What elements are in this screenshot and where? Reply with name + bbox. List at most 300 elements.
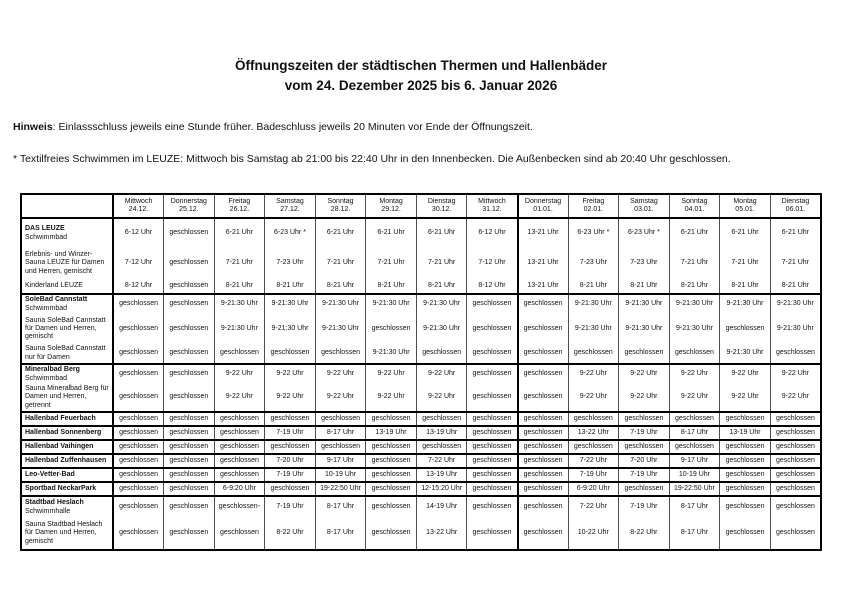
- column-day: Sonntag: [327, 197, 354, 205]
- hours-cell: geschlossen: [467, 294, 518, 314]
- column-header: [265, 194, 316, 218]
- hours-cell: 8-17 Uhr: [669, 496, 720, 518]
- column-header: [568, 194, 619, 218]
- hours-cell: geschlossen: [315, 440, 366, 454]
- facility-row: [21, 294, 821, 314]
- hours-cell: geschlossen: [164, 248, 215, 279]
- hours-cell: 9-21:30 Uhr: [568, 294, 619, 314]
- facility-name: Leo-Vetter-Bad: [25, 470, 75, 478]
- hours-cell: 6-21 Uhr: [416, 218, 467, 248]
- column-header: [467, 194, 518, 218]
- hours-cell: 9-22 Uhr: [416, 384, 467, 412]
- opening-hours-table: [20, 193, 822, 551]
- hours-cell: 9-21:30 Uhr: [214, 294, 265, 314]
- column-header: [366, 194, 417, 218]
- page-title-line2: vom 24. Dezember 2025 bis 6. Januar 2026: [284, 77, 558, 93]
- hours-cell: geschlossen: [366, 468, 417, 482]
- facility-name: Sauna SoleBad Cannstatt nur für Damen: [25, 345, 106, 361]
- hours-cell: geschlossen: [720, 440, 771, 454]
- hours-cell: 9-22 Uhr: [214, 364, 265, 384]
- facility-row: [21, 496, 821, 518]
- column-header: [113, 194, 164, 218]
- hours-cell: 6-23 Uhr *: [568, 218, 619, 248]
- column-day: Freitag: [582, 197, 605, 205]
- facility-label: [21, 248, 113, 279]
- hours-cell: 13-21 Uhr: [518, 279, 569, 294]
- facility-row: [21, 364, 821, 384]
- hours-cell: 7-19 Uhr: [619, 426, 670, 440]
- hours-cell: 19-22:50 Uhr: [669, 482, 720, 496]
- hours-cell: 13-21 Uhr: [518, 218, 569, 248]
- column-date: 28.12.: [330, 206, 351, 213]
- facility-label: [21, 468, 113, 482]
- hours-cell: geschlossen: [619, 412, 670, 426]
- facility-label: [21, 426, 113, 440]
- opening-hours-table-container: [20, 193, 822, 551]
- hours-cell: geschlossen: [770, 454, 821, 468]
- hours-cell: geschlossen: [518, 440, 569, 454]
- hours-cell: 9-22 Uhr: [265, 384, 316, 412]
- hours-cell: 9-17 Uhr: [669, 454, 720, 468]
- hours-cell: 9-22 Uhr: [416, 364, 467, 384]
- column-header: [770, 194, 821, 218]
- facility-label: [21, 218, 113, 248]
- facility-row: [21, 440, 821, 454]
- hours-cell: geschlossen: [214, 468, 265, 482]
- footnote-text: * Textilfreies Schwimmen im LEUZE: Mittwoch bis Samstag ab 21:00 bis 22:40 Uhr in den Innenbecken. Die Außenbecken sind ab 20:40 Uhr geschlossen.: [13, 153, 731, 165]
- hours-cell: geschlossen: [113, 384, 164, 412]
- column-header: [720, 194, 771, 218]
- hours-cell: geschlossen: [164, 454, 215, 468]
- hours-cell: 7-22 Uhr: [568, 496, 619, 518]
- hours-cell: geschlossen: [164, 294, 215, 314]
- hours-cell: 7-19 Uhr: [619, 496, 670, 518]
- hours-cell: 9-22 Uhr: [315, 364, 366, 384]
- facility-row: [21, 218, 821, 248]
- facility-row: [21, 482, 821, 496]
- hours-cell: geschlossen: [770, 426, 821, 440]
- hours-cell: geschlossen: [315, 344, 366, 364]
- hours-cell: geschlossen: [366, 412, 417, 426]
- page-title-line1: Öffnungszeiten der städtischen Thermen und Hallenbäder: [234, 58, 608, 73]
- facility-label: [21, 364, 113, 384]
- hours-cell: 7-20 Uhr: [619, 454, 670, 468]
- hours-cell: geschlossen: [518, 468, 569, 482]
- hours-cell: 6-12 Uhr: [113, 218, 164, 248]
- facility-name: Hallenbad Sonnenberg: [25, 428, 102, 436]
- hours-cell: 6-21 Uhr: [315, 218, 366, 248]
- hours-cell: geschlossen: [164, 496, 215, 518]
- hours-cell: 8-21 Uhr: [770, 279, 821, 294]
- hours-cell: 13-21 Uhr: [518, 248, 569, 279]
- hours-cell: geschlossen: [770, 496, 821, 518]
- column-date: 27.12.: [280, 206, 300, 213]
- hours-cell: geschlossen: [720, 482, 771, 496]
- hours-cell: geschlossen: [265, 440, 316, 454]
- hours-cell: 13-19 Uhr: [366, 426, 417, 440]
- facility-label: [21, 344, 113, 364]
- hours-cell: 12-15:20 Uhr: [416, 482, 467, 496]
- hours-cell: 8-21 Uhr: [619, 279, 670, 294]
- hours-cell: geschlossen: [265, 482, 316, 496]
- hours-cell: 9-21:30 Uhr: [366, 344, 417, 364]
- hours-cell: 6-23 Uhr *: [265, 218, 316, 248]
- column-day: Montag: [379, 197, 403, 205]
- hours-cell: geschlossen: [113, 468, 164, 482]
- hours-cell: 7-21 Uhr: [214, 248, 265, 279]
- column-date: 24.12.: [128, 206, 149, 213]
- column-date: 26.12.: [229, 206, 250, 213]
- facility-name: Sauna Mineralbad Berg für Damen und Herren, getrennt: [25, 385, 109, 409]
- facility-subname: Schwimmbad: [25, 233, 68, 241]
- column-date: 30.12.: [431, 206, 452, 213]
- hours-cell: 7-22 Uhr: [568, 454, 619, 468]
- hours-cell: geschlossen: [164, 426, 215, 440]
- hours-cell: 8-22 Uhr: [619, 518, 670, 550]
- hours-cell: 9-21:30 Uhr: [720, 294, 771, 314]
- hours-cell: geschlossen: [113, 364, 164, 384]
- hours-cell: geschlossen: [467, 518, 518, 550]
- hours-cell: 9-22 Uhr: [315, 384, 366, 412]
- hours-cell: geschlossen: [518, 454, 569, 468]
- hours-cell: 8-17 Uhr: [315, 426, 366, 440]
- hours-cell: geschlossen: [164, 364, 215, 384]
- hours-cell: 9-21:30 Uhr: [315, 314, 366, 344]
- hours-cell: 6-21 Uhr: [770, 218, 821, 248]
- hours-cell: 13-19 Uhr: [416, 468, 467, 482]
- column-day: Dienstag: [781, 197, 810, 205]
- column-day: Montag: [733, 197, 757, 205]
- hours-cell: geschlossen: [214, 440, 265, 454]
- hours-cell: 8-17 Uhr: [315, 496, 366, 518]
- hours-cell: geschlossen: [467, 482, 518, 496]
- hours-cell: 9-22 Uhr: [265, 364, 316, 384]
- hours-cell: 7-21 Uhr: [720, 248, 771, 279]
- table-header-row: [21, 194, 821, 218]
- facility-name: Sauna SoleBad Cannstatt für Damen und Herren, gemischt: [25, 316, 106, 341]
- hours-cell: 9-21:30 Uhr: [568, 314, 619, 344]
- facility-row: [21, 384, 821, 412]
- hours-cell: geschlossen: [366, 314, 417, 344]
- hours-cell: 19-22:50 Uhr: [315, 482, 366, 496]
- hours-cell: geschlossen: [619, 482, 670, 496]
- facility-row: [21, 426, 821, 440]
- hours-cell: geschlossen: [265, 412, 316, 426]
- facility-label: [21, 294, 113, 314]
- hours-cell: 9-22 Uhr: [619, 364, 670, 384]
- hours-cell: geschlossen: [518, 314, 569, 344]
- hours-cell: geschlossen: [568, 344, 619, 364]
- column-header: [669, 194, 720, 218]
- column-header: [416, 194, 467, 218]
- hours-cell: geschlossen: [568, 412, 619, 426]
- hours-cell: geschlossen: [164, 412, 215, 426]
- hours-cell: 14-19 Uhr: [416, 496, 467, 518]
- hours-cell: geschlossen: [518, 412, 569, 426]
- hours-cell: 7-21 Uhr: [416, 248, 467, 279]
- column-day: Mittwoch: [478, 197, 506, 205]
- notice-body: : Einlassschluss jeweils eine Stunde früher. Badeschluss jeweils 20 Minuten vor Ende der Öffnungszeit.: [52, 121, 533, 133]
- hours-cell: geschlossen: [467, 496, 518, 518]
- hours-cell: geschlossen: [619, 440, 670, 454]
- hours-cell: 7-22 Uhr: [416, 454, 467, 468]
- column-header: [315, 194, 366, 218]
- page-title: [0, 56, 842, 95]
- hours-cell: 7-21 Uhr: [315, 248, 366, 279]
- hours-cell: 7-19 Uhr: [265, 496, 316, 518]
- facility-name: Stadtbad Heslach: [25, 499, 84, 507]
- hours-cell: geschlossen: [164, 468, 215, 482]
- hours-cell: 7-19 Uhr: [619, 468, 670, 482]
- hours-cell: 9-22 Uhr: [366, 384, 417, 412]
- column-day: Mittwoch: [124, 197, 153, 205]
- hours-cell: geschlossen: [518, 518, 569, 550]
- hours-cell: 13-22 Uhr: [416, 518, 467, 550]
- notice-text: [13, 121, 829, 133]
- hours-cell: 6-21 Uhr: [214, 218, 265, 248]
- hours-cell: geschlossen: [214, 344, 265, 364]
- hours-cell: 9-21:30 Uhr: [770, 294, 821, 314]
- hours-cell: geschlossen: [467, 412, 518, 426]
- facility-name: Mineralbad Berg: [25, 366, 80, 374]
- hours-cell: 6-9:20 Uhr: [568, 482, 619, 496]
- hours-cell: geschlossen: [770, 482, 821, 496]
- column-header: [518, 194, 569, 218]
- hours-cell: 13-19 Uhr: [720, 426, 771, 440]
- hours-cell: geschlossen: [416, 440, 467, 454]
- hours-cell: geschlossen: [770, 518, 821, 550]
- hours-cell: 7-19 Uhr: [568, 468, 619, 482]
- hours-cell: geschlossen: [669, 440, 720, 454]
- hours-cell: geschlossen: [720, 412, 771, 426]
- facility-row: [21, 314, 821, 344]
- hours-cell: geschlossen: [720, 496, 771, 518]
- hours-cell: 8-21 Uhr: [366, 279, 417, 294]
- hours-cell: 9-21:30 Uhr: [619, 294, 670, 314]
- hours-cell: 9-21:30 Uhr: [366, 294, 417, 314]
- facility-row: [21, 518, 821, 550]
- hours-cell: 10-19 Uhr: [669, 468, 720, 482]
- hours-cell: 8-21 Uhr: [720, 279, 771, 294]
- hours-cell: geschlossen: [619, 344, 670, 364]
- facility-name: DAS LEUZE: [25, 225, 65, 233]
- column-day: Sonntag: [681, 197, 708, 205]
- hours-cell: geschlossen: [164, 314, 215, 344]
- hours-cell: 9-22 Uhr: [720, 364, 771, 384]
- hours-cell: geschlossen: [467, 314, 518, 344]
- hours-cell: geschlossen: [518, 364, 569, 384]
- hours-cell: 8-12 Uhr: [467, 279, 518, 294]
- hours-cell: geschlossen: [164, 482, 215, 496]
- hours-cell: geschlossen: [518, 384, 569, 412]
- hours-cell: 8-21 Uhr: [315, 279, 366, 294]
- hours-cell: 7-23 Uhr: [619, 248, 670, 279]
- hours-cell: geschlossen: [568, 440, 619, 454]
- facility-name: Hallenbad Vaihingen: [25, 442, 94, 450]
- column-header: [214, 194, 265, 218]
- hours-cell: 9-21:30 Uhr: [265, 314, 316, 344]
- column-date: 29.12.: [381, 206, 401, 213]
- hours-cell: geschlossen: [518, 496, 569, 518]
- column-day: Dienstag: [427, 197, 456, 205]
- hours-cell: 7-19 Uhr: [265, 468, 316, 482]
- hours-cell: 9-22 Uhr: [720, 384, 771, 412]
- facility-label: [21, 314, 113, 344]
- column-date: 06.01.: [785, 206, 806, 213]
- hours-cell: geschlossen-: [214, 496, 265, 518]
- hours-cell: 9-22 Uhr: [669, 364, 720, 384]
- facility-label: [21, 518, 113, 550]
- facility-subname: Schwimmhalle: [25, 507, 71, 515]
- hours-cell: geschlossen: [467, 344, 518, 364]
- hours-cell: geschlossen: [770, 440, 821, 454]
- hours-cell: geschlossen: [113, 426, 164, 440]
- hours-cell: geschlossen: [113, 440, 164, 454]
- hours-cell: 9-22 Uhr: [568, 364, 619, 384]
- hours-cell: geschlossen: [113, 314, 164, 344]
- hours-cell: geschlossen: [467, 440, 518, 454]
- column-date: 05.01.: [735, 206, 755, 213]
- facility-row: [21, 279, 821, 294]
- hours-cell: 9-21:30 Uhr: [315, 294, 366, 314]
- hours-cell: geschlossen: [214, 412, 265, 426]
- hours-cell: geschlossen: [669, 412, 720, 426]
- hours-cell: 8-17 Uhr: [315, 518, 366, 550]
- hours-cell: 6-21 Uhr: [669, 218, 720, 248]
- hours-cell: 6-21 Uhr: [366, 218, 417, 248]
- hours-cell: 8-12 Uhr: [113, 279, 164, 294]
- hours-cell: geschlossen: [265, 344, 316, 364]
- hours-cell: 9-21:30 Uhr: [214, 314, 265, 344]
- hours-cell: 8-21 Uhr: [214, 279, 265, 294]
- column-day: Freitag: [228, 197, 251, 205]
- hours-cell: geschlossen: [720, 454, 771, 468]
- facility-name: Kinderland LEUZE: [25, 281, 83, 289]
- column-day: Donnerstag: [170, 197, 207, 205]
- hours-cell: 7-19 Uhr: [265, 426, 316, 440]
- hours-cell: geschlossen: [113, 412, 164, 426]
- hours-cell: geschlossen: [669, 344, 720, 364]
- hours-cell: geschlossen: [366, 518, 417, 550]
- hours-cell: 9-22 Uhr: [770, 384, 821, 412]
- hours-cell: 9-22 Uhr: [619, 384, 670, 412]
- hours-cell: geschlossen: [467, 364, 518, 384]
- hours-cell: 6-23 Uhr *: [619, 218, 670, 248]
- hours-cell: geschlossen: [164, 440, 215, 454]
- hours-cell: geschlossen: [518, 344, 569, 364]
- hours-cell: 7-20 Uhr: [265, 454, 316, 468]
- facility-name: Sportbad NeckarPark: [25, 484, 97, 492]
- hours-cell: geschlossen: [214, 426, 265, 440]
- column-header: [164, 194, 215, 218]
- hours-cell: 9-22 Uhr: [214, 384, 265, 412]
- hours-cell: 8-21 Uhr: [265, 279, 316, 294]
- hours-cell: geschlossen: [720, 518, 771, 550]
- hours-cell: 7-23 Uhr: [568, 248, 619, 279]
- hours-cell: geschlossen: [518, 426, 569, 440]
- hours-cell: geschlossen: [467, 454, 518, 468]
- hours-cell: geschlossen: [113, 518, 164, 550]
- facility-row: [21, 412, 821, 426]
- hours-cell: 8-17 Uhr: [669, 426, 720, 440]
- hours-cell: 9-17 Uhr: [315, 454, 366, 468]
- facility-label: [21, 454, 113, 468]
- hours-cell: 9-22 Uhr: [568, 384, 619, 412]
- hours-cell: 7-21 Uhr: [770, 248, 821, 279]
- hours-cell: 9-21:30 Uhr: [669, 294, 720, 314]
- facility-label: [21, 279, 113, 294]
- hours-cell: geschlossen: [113, 454, 164, 468]
- hours-cell: 7-23 Uhr: [265, 248, 316, 279]
- facility-label: [21, 440, 113, 454]
- hours-cell: geschlossen: [366, 496, 417, 518]
- hours-cell: geschlossen: [366, 482, 417, 496]
- hours-cell: 10-19 Uhr: [315, 468, 366, 482]
- hours-cell: 7-12 Uhr: [113, 248, 164, 279]
- column-day: Samstag: [276, 197, 304, 205]
- hours-cell: 7-21 Uhr: [669, 248, 720, 279]
- hours-cell: geschlossen: [366, 454, 417, 468]
- facility-label: [21, 496, 113, 518]
- hours-cell: geschlossen: [770, 344, 821, 364]
- hours-cell: geschlossen: [467, 384, 518, 412]
- hours-cell: 8-21 Uhr: [669, 279, 720, 294]
- hours-cell: 8-21 Uhr: [416, 279, 467, 294]
- hours-cell: 9-21:30 Uhr: [770, 314, 821, 344]
- facility-name: Erlebnis- und Winzer-Sauna LEUZE für Damen und Herren, gemischt: [25, 251, 105, 275]
- hours-cell: geschlossen: [467, 468, 518, 482]
- notice-label: Hinweis: [13, 121, 53, 133]
- column-date: 25.12.: [179, 206, 199, 213]
- hours-cell: geschlossen: [113, 482, 164, 496]
- hours-cell: 8-22 Uhr: [265, 518, 316, 550]
- column-date: 31.12.: [482, 206, 502, 213]
- hours-cell: 9-21:30 Uhr: [669, 314, 720, 344]
- column-day: Samstag: [630, 197, 658, 205]
- hours-cell: 6-21 Uhr: [720, 218, 771, 248]
- hours-cell: geschlossen: [467, 426, 518, 440]
- hours-cell: 9-22 Uhr: [770, 364, 821, 384]
- hours-cell: geschlossen: [770, 412, 821, 426]
- hours-cell: 8-21 Uhr: [568, 279, 619, 294]
- hours-cell: geschlossen: [518, 294, 569, 314]
- facility-subname: Schwimmbad: [25, 374, 68, 382]
- column-header: [619, 194, 670, 218]
- hours-cell: geschlossen: [214, 454, 265, 468]
- facility-name: SoleBad Cannstatt: [25, 296, 88, 304]
- facility-name: Hallenbad Feuerbach: [25, 414, 96, 422]
- hours-cell: geschlossen: [518, 482, 569, 496]
- column-date: 03.01.: [634, 206, 654, 213]
- facility-name: Hallenbad Zuffenhausen: [25, 456, 107, 464]
- column-date: 04.01.: [684, 206, 705, 213]
- hours-cell: geschlossen: [164, 218, 215, 248]
- facility-row: [21, 454, 821, 468]
- facility-row: [21, 344, 821, 364]
- facility-label: [21, 412, 113, 426]
- hours-cell: geschlossen: [214, 518, 265, 550]
- facility-label: [21, 482, 113, 496]
- hours-cell: geschlossen: [113, 344, 164, 364]
- facility-subname: Schwimmbad: [25, 304, 68, 312]
- hours-cell: 7-21 Uhr: [366, 248, 417, 279]
- column-day: Donnerstag: [524, 197, 562, 205]
- facility-name: Sauna Stadtbad Heslach für Damen und Herren, gemischt: [25, 521, 103, 545]
- hours-cell: geschlossen: [770, 468, 821, 482]
- hours-cell: geschlossen: [720, 314, 771, 344]
- hours-cell: geschlossen: [164, 279, 215, 294]
- facility-row: [21, 248, 821, 279]
